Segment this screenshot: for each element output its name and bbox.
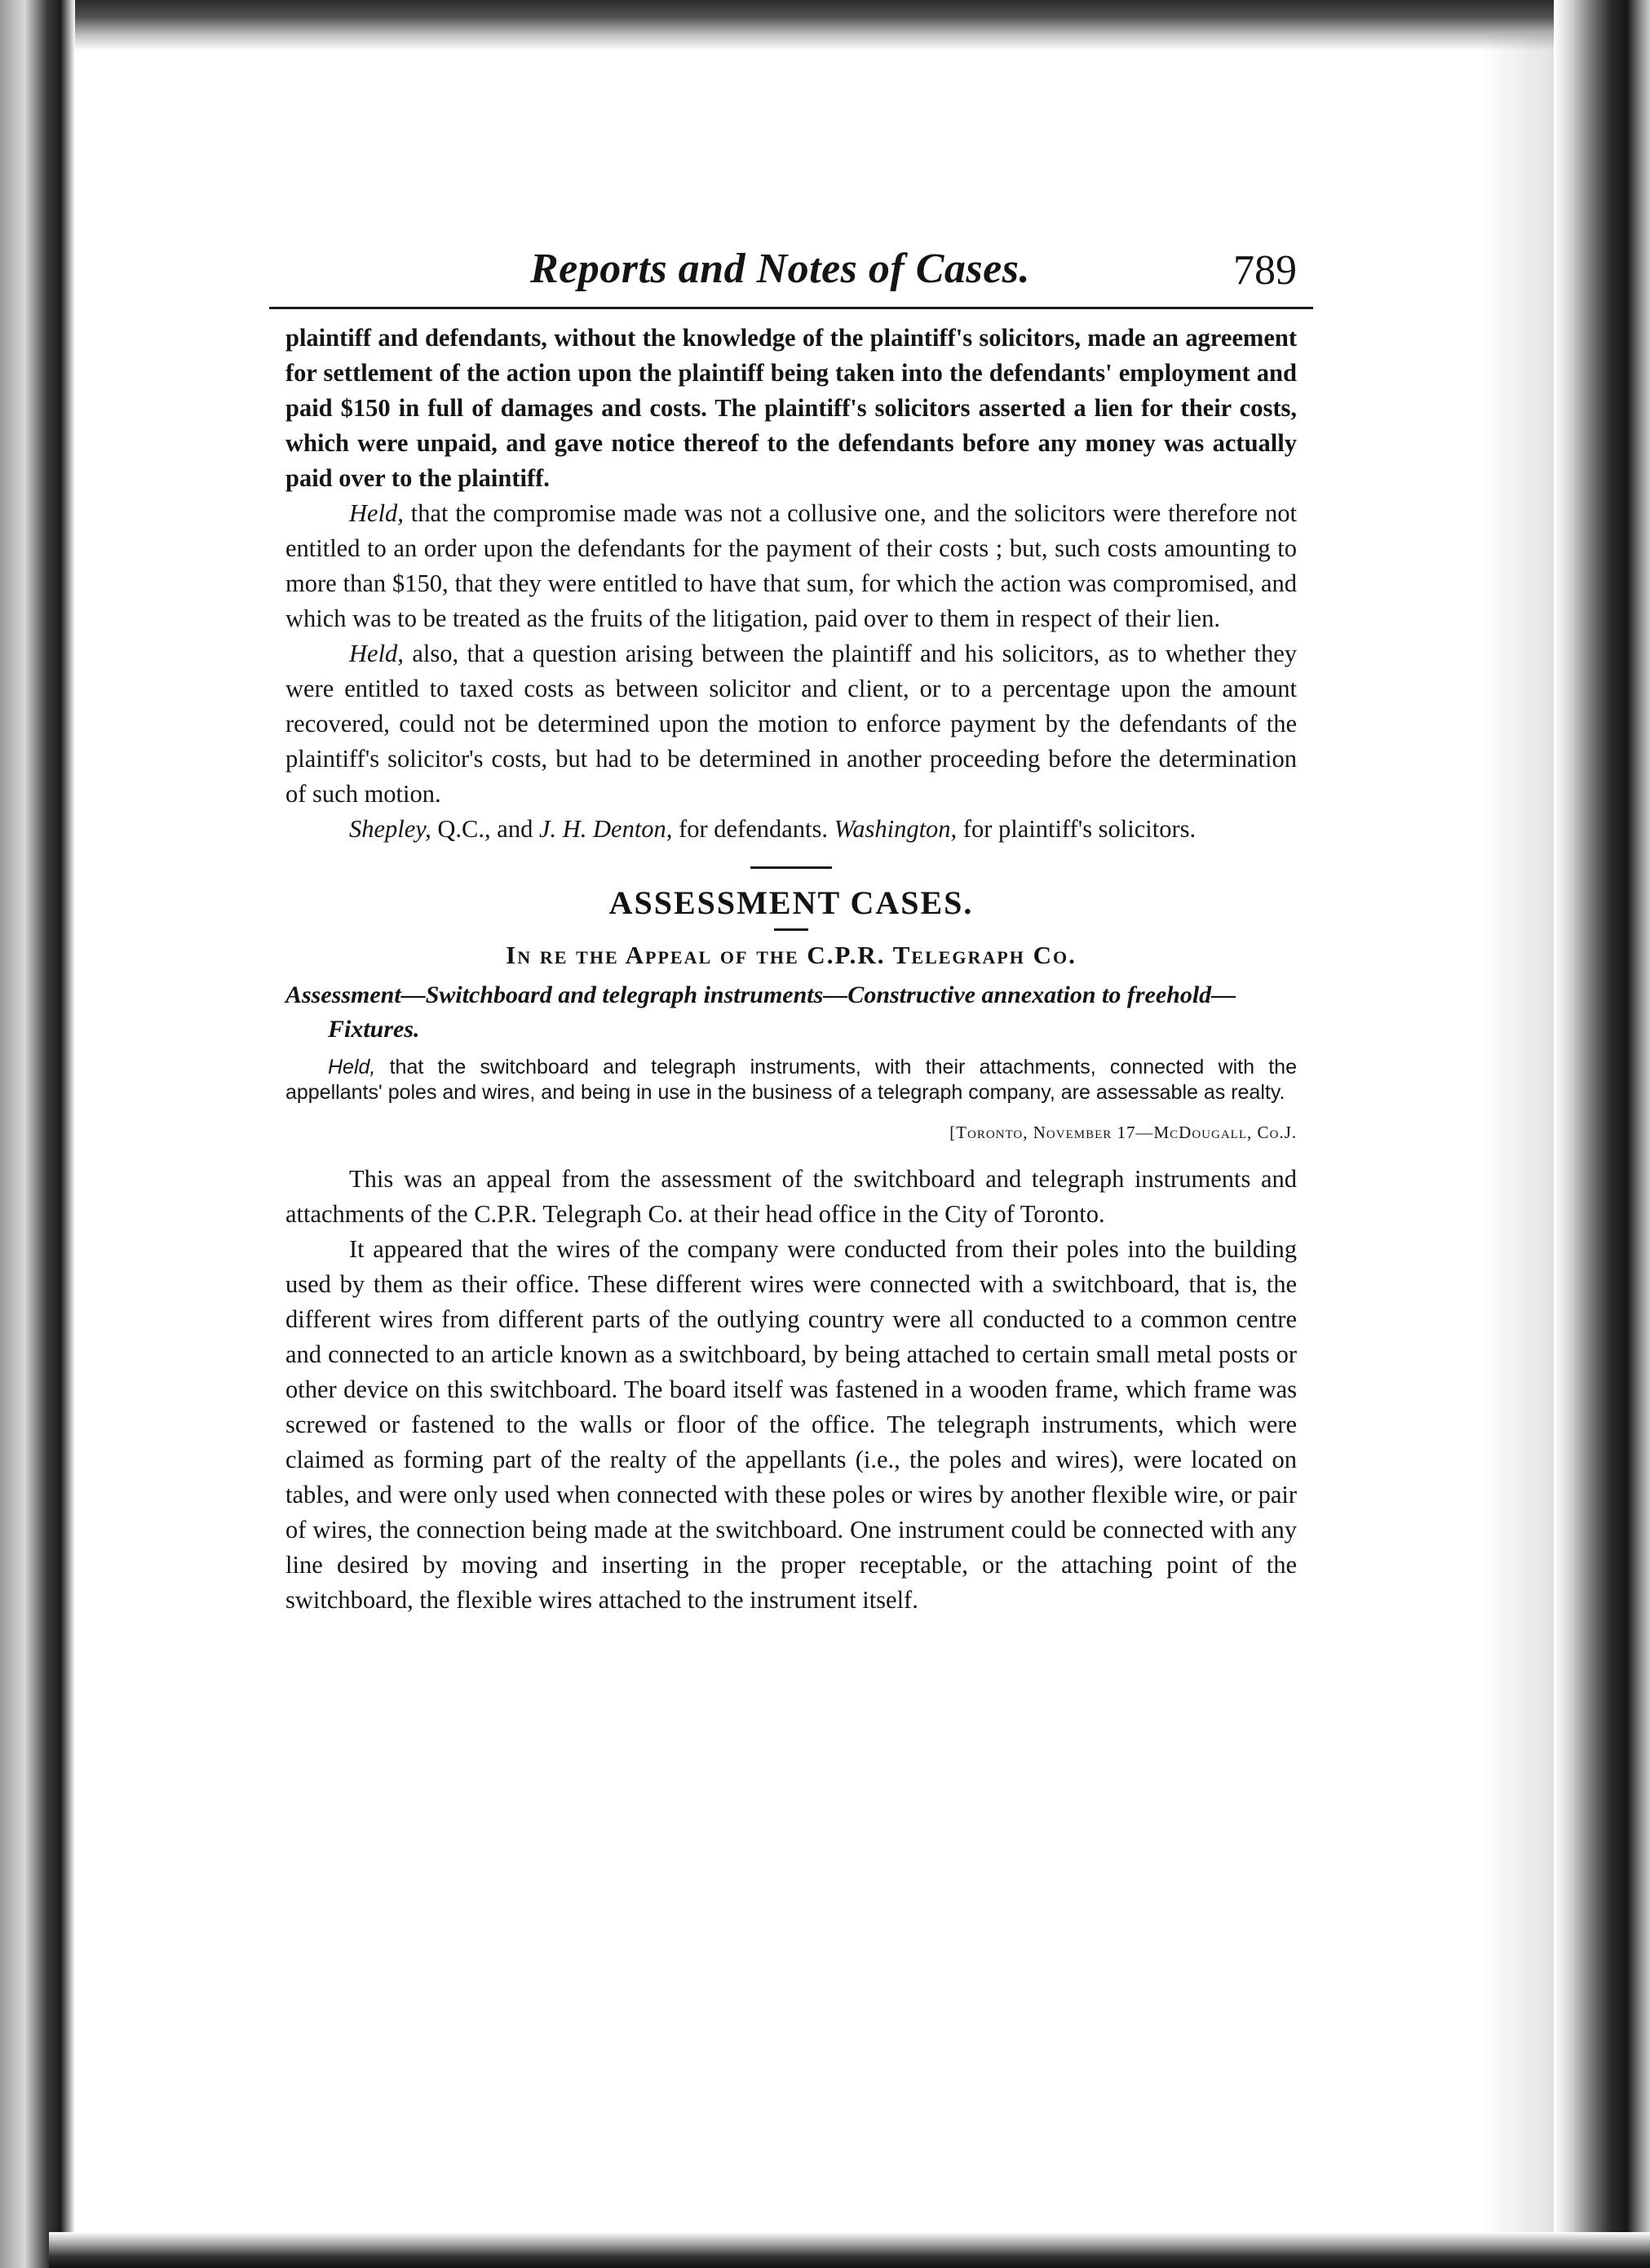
page-body	[285, 245, 1297, 1618]
page-number: 789	[1233, 247, 1297, 294]
scan-edge-top	[0, 0, 1650, 51]
paragraph-held-also	[285, 636, 1297, 812]
holding-text: that the switchboard and telegraph instruments, with their attachments, connected with the appellants' poles and wires, and being in use in the business of a telegraph company, are assessable as realty.	[285, 1056, 1297, 1104]
held-text: that the compromise made was not a collusive one, and the solicitors were therefore not entitled to an order upon the defendants for the payment of their costs ; but, such costs amounting to more than $150, that they were entitled to have that sum, for which the action was compromised, and which was to be treated as the fruits of the litigation, paid over to them in respect of their lien.	[285, 499, 1297, 632]
gutter-shadow	[1480, 33, 1554, 2235]
held-text: also, that a question arising between the plaintiff and his solicitors, as to whether they were entitled to taxed costs as between solicitor and client, or to a percentage upon the amount recovered, could not be determined upon the motion to enforce payment by the defendants of the plaintiff's solicitor's costs, but had to be determined in another proceeding before the determination of such motion.	[285, 640, 1297, 808]
scan-edge-right	[1554, 0, 1650, 2268]
scan-edge-bottom	[49, 2232, 1650, 2268]
court-date-line: [Toronto, November 17—McDougall, Co.J.	[949, 1123, 1297, 1142]
paragraph-counsel	[285, 812, 1297, 847]
running-head	[285, 245, 1297, 307]
counsel-text: for defendants.	[672, 815, 834, 843]
section-divider	[750, 866, 832, 869]
header-rule	[269, 307, 1313, 309]
counsel-text: for plaintiff's solicitors.	[957, 815, 1197, 843]
counsel-name: Shepley,	[349, 815, 431, 843]
counsel-text: Q.C., and	[431, 815, 539, 843]
catchwords: Assessment—Switchboard and telegraph instruments—Constructive annexation to freehold—Fixtures.	[285, 981, 1236, 1043]
counsel-name: J. H. Denton,	[538, 815, 673, 843]
scan-edge-left	[0, 0, 75, 2268]
section-subdivider	[774, 928, 808, 931]
paragraph-settlement: plaintiff and defendants, without the knowledge of the plaintiff's solicitors, made an agreement for settlement of the action upon the plaintiff being taken into the defendants' employment and paid $150 in full of damages and costs. The plaintiff's solicitors asserted a lien for their costs, which were unpaid, and gave notice thereof to the defendants before any money was actually paid over to the plaintiff.	[285, 324, 1297, 492]
case-title: In re the Appeal of the C.P.R. Telegraph Co.	[506, 941, 1077, 969]
counsel-name: Washington,	[834, 815, 958, 843]
paragraph-appeal: This was an appeal from the assessment of the switchboard and telegraph instruments and attachments of the C.P.R. Telegraph Co. at their head office in the City of Toronto.	[285, 1165, 1297, 1228]
held-label: Held,	[349, 499, 404, 527]
running-title: Reports and Notes of Cases.	[530, 246, 1030, 292]
section-title: ASSESSMENT CASES.	[608, 884, 974, 921]
held-label: Held,	[349, 640, 404, 667]
paragraph-held-lien	[285, 496, 1297, 636]
held-label: Held,	[328, 1056, 376, 1079]
paragraph-facts: It appeared that the wires of the company were conducted from their poles into the building used by them as their office. These different wires were connected with a switchboard, that is, the different wires from different parts of the outlying country were all conducted to a common centre and connected to an article known as a switchboard, by being attached to certain small metal posts or other device on this switchboard. The board itself was fastened in a wooden frame, which frame was screwed or fastened to the walls or floor of the office. The telegraph instruments, which were claimed as forming part of the realty of the appellants (i.e., the poles and wires), were located on tables, and were only used when connected with these poles or wires by another flexible wire, or pair of wires, the connection being made at the switchboard. One instrument could be connected with any line desired by moving and inserting in the proper receptable, or the attaching point of the switchboard, the flexible wires attached to the instrument itself.	[285, 1235, 1297, 1614]
headnote-holding	[285, 1055, 1297, 1105]
